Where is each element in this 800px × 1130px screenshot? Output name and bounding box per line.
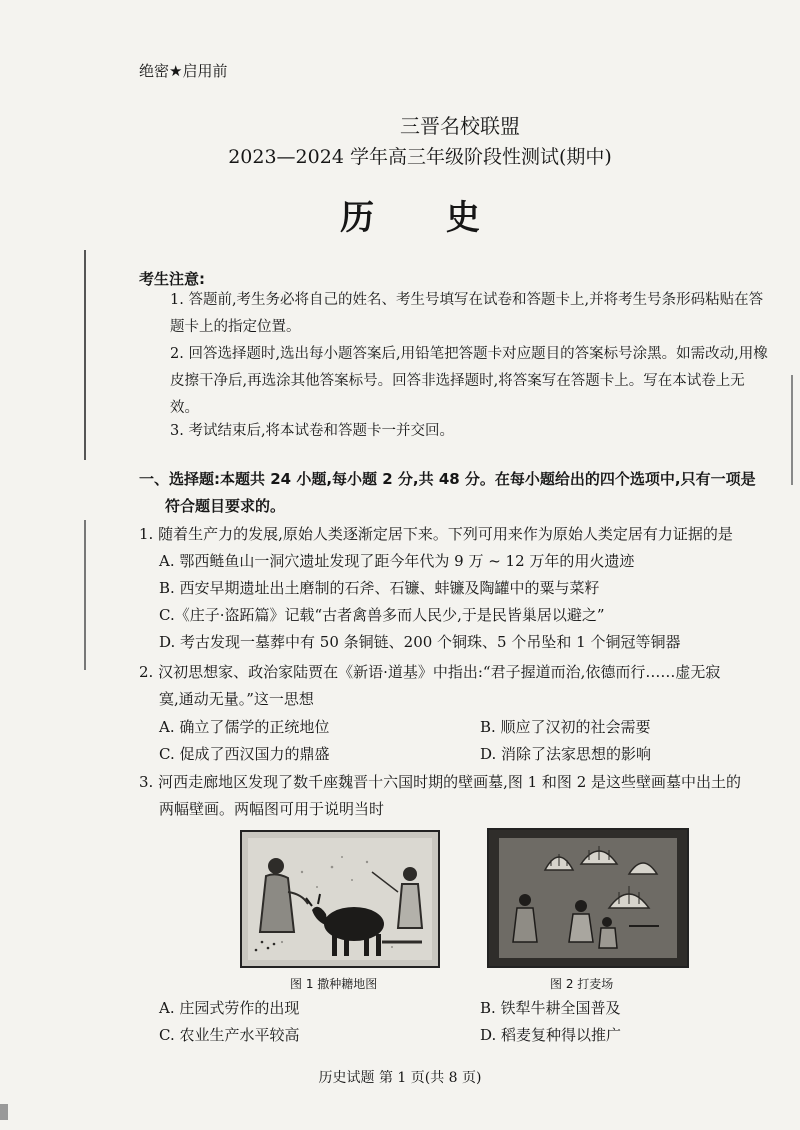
option: A. 庄园式劳作的出现 <box>159 999 300 1017</box>
scan-edge-mark <box>0 1104 8 1120</box>
question-3 <box>139 769 771 823</box>
notice-item: 3. 考试结束后,将本试卷和答题卡一并交回。 <box>170 423 455 439</box>
option: B. 顺应了汉初的社会需要 <box>480 718 651 736</box>
question-2 <box>139 659 771 713</box>
figure-1-caption: 图 1 撒种耱地图 <box>290 977 378 991</box>
question-stem: 3. 河西走廊地区发现了数千座魏晋十六国时期的壁画墓,图 1 和图 2 是这些壁画墓中出土的 <box>139 773 742 791</box>
exam-title: 2023—2024 学年高三年级阶段性测试(期中) <box>228 146 612 168</box>
section-heading: 一、选择题:本题共 24 小题,每小题 2 分,共 48 分。在每小题给出的四个选项中,只有一项是 符合题目要求的。 <box>139 470 756 515</box>
subject-title: 历 史 <box>340 198 510 238</box>
question-1 <box>139 521 771 656</box>
question-stem: 寞,通动无量。”这一思想 <box>159 690 314 708</box>
question-stem: 1. 随着生产力的发展,原始人类逐渐定居下来。下列可用来作为原始人类定居有力证据的是 <box>139 525 733 543</box>
figure-2-mural <box>487 828 689 968</box>
option: C. 促成了西汉国力的鼎盛 <box>159 745 330 763</box>
page-footer: 历史试题 第 1 页(共 8 页) <box>318 1070 482 1086</box>
threshing-floor-mural-image <box>489 830 687 966</box>
option: C. 农业生产水平较高 <box>159 1026 300 1044</box>
scan-edge-mark <box>84 250 86 460</box>
option: B. 铁犁牛耕全国普及 <box>480 999 621 1017</box>
question-stem: 2. 汉初思想家、政治家陆贾在《新语·道基》中指出:“君子握道而治,依德而行……虚无寂 <box>139 663 721 681</box>
option: C.《庄子·盗跖篇》记载“古者禽兽多而人民少,于是民皆巢居以避之” <box>159 606 605 624</box>
option: B. 西安早期遗址出土磨制的石斧、石镰、蚌镰及陶罐中的粟与菜籽 <box>159 579 600 597</box>
option: A. 确立了儒学的正统地位 <box>159 718 330 736</box>
option: D. 稻麦复种得以推广 <box>480 1026 622 1044</box>
sowing-harrowing-mural-image <box>242 832 438 966</box>
figure-1-mural <box>240 830 440 968</box>
figure-2-caption: 图 2 打麦场 <box>550 977 614 991</box>
question-stem: 两幅壁画。两幅图可用于说明当时 <box>159 800 385 818</box>
notice-title: 考生注意: <box>139 270 205 288</box>
school-union-title: 三晋名校联盟 <box>400 114 520 138</box>
option: A. 鄂西鲢鱼山一洞穴遗址发现了距今年代为 9 万 ~ 12 万年的用火遗迹 <box>159 552 635 570</box>
notice-item: 2. 回答选择题时,选出每小题答案后,用铅笔把答题卡对应题目的答案标号涂黑。如需改动,用橡皮擦干净后,再选涂其他答案标号。回答非选择题时,将答案写在答题卡上。写在本试卷上无效。 <box>170 346 768 416</box>
option: D. 考古发现一墓葬中有 50 条铜链、200 个铜珠、5 个吊坠和 1 个铜冠等铜器 <box>159 633 681 651</box>
scan-edge-mark <box>84 520 86 670</box>
scan-edge-mark <box>791 375 793 485</box>
option: D. 消除了法家思想的影响 <box>480 745 652 763</box>
confidential-label: 绝密★启用前 <box>139 62 228 80</box>
notice-item: 1. 答题前,考生务必将自己的姓名、考生号填写在试卷和答题卡上,并将考生号条形码粘贴在答题卡上的指定位置。 <box>170 292 764 335</box>
